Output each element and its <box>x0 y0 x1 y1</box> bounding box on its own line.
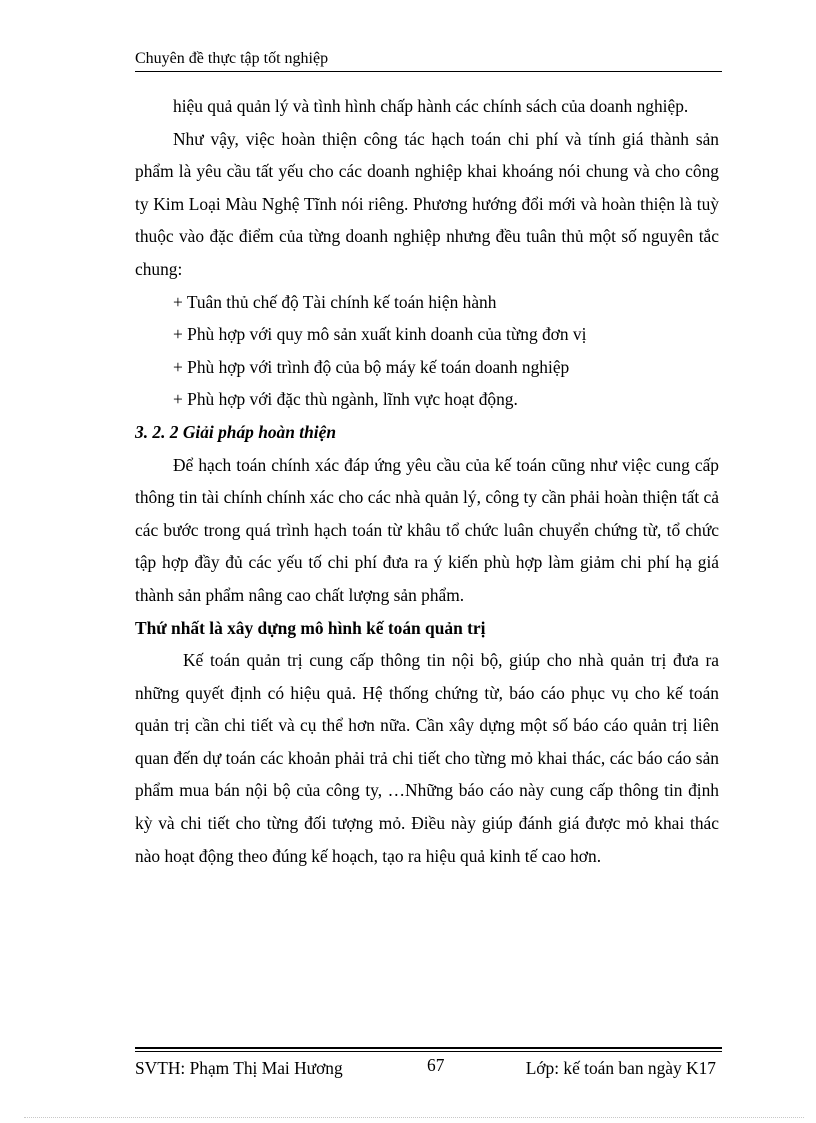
principle-item: + Tuân thủ chế độ Tài chính kế toán hiện hành <box>173 291 497 312</box>
page-number: 67 <box>427 1055 445 1075</box>
footer-row <box>135 1052 722 1078</box>
document-body <box>135 90 719 872</box>
page-footer <box>135 1047 722 1078</box>
footer-student-name: SVTH: Phạm Thị Mai Hương <box>135 1058 343 1078</box>
paragraph-solution: Để hạch toán chính xác đáp ứng yêu cầu của kế toán cũng như việc cung cấp thông tin tài chính chính xác cho các nhà quản lý, công ty cần phải hoàn thiện tất cả các bước trong quá trình hạch toán từ khâu tổ chức luân chuyển chứng từ, tổ chức tập hợp đầy đủ các yếu tố chi phí đưa ra ý kiến phù hợp làm giảm chi phí hạ giá thành sản phẩm nâng cao chất lượng sản phẩm. <box>135 454 719 605</box>
paragraph-management-accounting: Kế toán quản trị cung cấp thông tin nội bộ, giúp cho nhà quản trị đưa ra những quyết định có hiệu quả. Hệ thống chứng từ, báo cáo phục vụ cho kế toán quản trị cần chi tiết và cụ thể hơn nữa. Cần xây dựng một số báo cáo quản trị liên quan đến dự toán các khoản phải trả chi tiết cho từng mỏ khai thác, các báo cáo sản phẩm mua bán nội bộ của công ty, …Những báo cáo này cung cấp thông tin định kỳ và chi tiết cho từng đối tượng mỏ. Điều này giúp đánh giá được mỏ khai thác nào hoạt động theo đúng kế hoạch, tạo ra hiệu quả kinh tế cao hơn. <box>135 650 719 866</box>
bold-heading: Thứ nhất là xây dựng mô hình kế toán quản trị <box>135 617 486 638</box>
section-heading: 3. 2. 2 Giải pháp hoàn thiện <box>135 421 337 442</box>
principle-item: + Phù hợp với đặc thù ngành, lĩnh vực hoạt động. <box>173 389 518 410</box>
footer-class: Lớp: kế toán ban ngày K17 <box>525 1058 716 1078</box>
page-header <box>135 48 722 72</box>
principle-item: + Phù hợp với quy mô sản xuất kinh doanh của từng đơn vị <box>173 324 587 345</box>
page-edge-divider <box>24 1117 804 1118</box>
paragraph-improvement-direction: Như vậy, việc hoàn thiện công tác hạch toán chi phí và tính giá thành sản phẩm là yêu cầu tất yếu cho các doanh nghiệp khai khoáng nói chung và cho công ty Kim Loại Màu Nghệ Tĩnh nói riêng. Phương hướng đổi mới và hoàn thiện là tuỳ thuộc vào đặc điểm của từng doanh nghiệp nhưng đều tuân thủ một số nguyên tắc chung: <box>135 128 719 279</box>
principle-item: + Phù hợp với trình độ của bộ máy kế toán doanh nghiệp <box>173 356 570 377</box>
header-title: Chuyên đề thực tập tốt nghiệp <box>135 50 329 67</box>
header-rule <box>135 71 722 72</box>
paragraph-continuation: hiệu quả quản lý và tình hình chấp hành các chính sách của doanh nghiệp. <box>173 96 689 116</box>
footer-rule <box>135 1047 722 1049</box>
